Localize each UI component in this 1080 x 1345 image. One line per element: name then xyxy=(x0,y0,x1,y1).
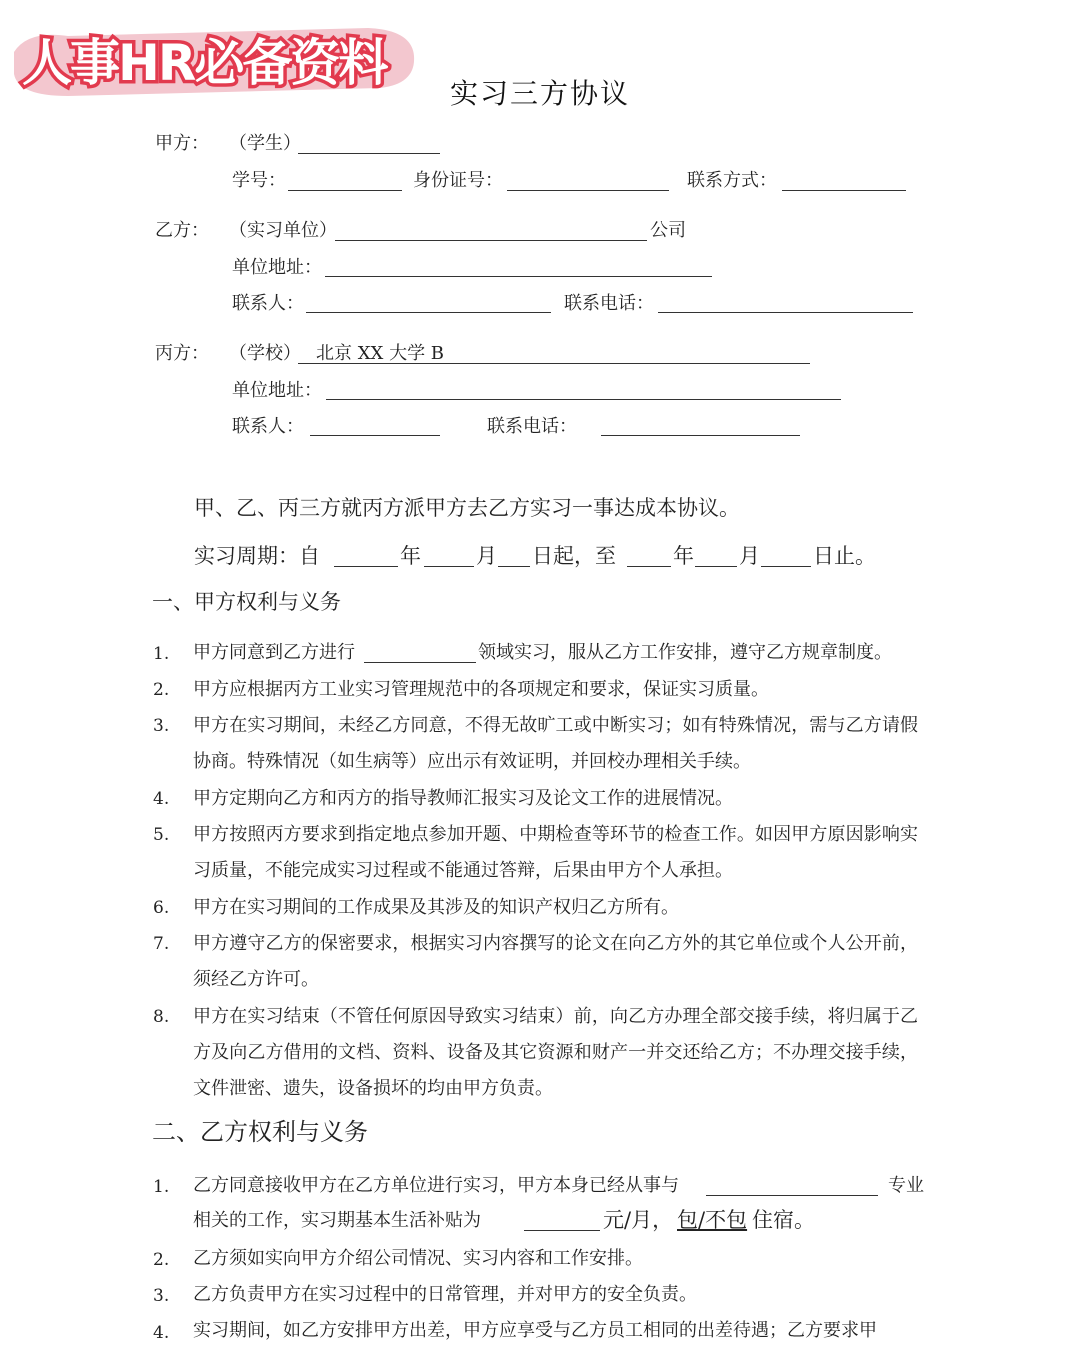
s2-item-3-number: 3. xyxy=(153,1286,170,1306)
badge-text: 人事HR必备资料 xyxy=(22,34,387,92)
start-month-unit: 月 xyxy=(476,544,497,568)
party-a-contact-label: 联系方式： xyxy=(687,170,777,191)
s1-item-1-post: 领域实习，服从乙方工作安排，遵守乙方规章制度。 xyxy=(478,642,892,663)
end-year-unit: 年 xyxy=(673,544,694,568)
start-year-field[interactable] xyxy=(334,566,398,567)
s2-item-1-line2-pre: 相关的工作，实习期基本生活补贴为 xyxy=(193,1210,481,1231)
s2-item-2-number: 2. xyxy=(153,1250,170,1270)
party-a-contact-field[interactable] xyxy=(782,190,906,191)
end-day-field[interactable] xyxy=(761,566,811,567)
id-card-label: 身份证号： xyxy=(413,170,503,191)
s1-item-5-text: 甲方按照丙方要求到指定地点参加开题、中期检查等环节的检查工作。如因甲方原因影响实习质量，不能完成实习过程或不能通过答辩，后果由甲方个人承担。 xyxy=(193,824,918,881)
allowance-amount-field[interactable] xyxy=(524,1230,600,1231)
start-day-field[interactable] xyxy=(498,566,530,567)
internship-field-input[interactable] xyxy=(364,662,476,663)
s2-item-3-text: 乙方负责甲方在实习过程中的日常管理，并对甲方的安全负责。 xyxy=(193,1284,697,1305)
s2-item-4-number: 4. xyxy=(153,1323,170,1343)
period-label: 实习周期：自 xyxy=(194,544,320,568)
s1-item-4-text: 甲方定期向乙方和丙方的指导教师汇报实习及论文工作的进展情况。 xyxy=(193,788,733,809)
party-c-contact-person-label: 联系人： xyxy=(232,416,304,437)
student-id-label: 学号： xyxy=(232,170,286,191)
s1-item-7-number: 7. xyxy=(153,934,170,954)
company-suffix: 公司 xyxy=(650,220,686,241)
party-a-label: 甲方： xyxy=(155,133,209,154)
party-b-address-label: 单位地址： xyxy=(232,257,322,278)
intro-text: 甲、乙、丙三方就丙方派甲方去乙方实习一事达成本协议。 xyxy=(194,496,740,520)
party-c-phone-label: 联系电话： xyxy=(487,416,577,437)
document-title: 实习三方协议 xyxy=(449,77,630,110)
s1-item-1-number: 1. xyxy=(153,644,170,664)
party-c-phone-field[interactable] xyxy=(601,435,800,436)
end-month-unit: 月 xyxy=(739,544,760,568)
section-2-heading: 二、乙方权利与义务 xyxy=(152,1118,368,1146)
party-b-label: 乙方： xyxy=(155,220,209,241)
student-name-field[interactable] xyxy=(298,153,440,154)
end-day-unit: 日止。 xyxy=(813,544,876,568)
end-month-field[interactable] xyxy=(695,566,737,567)
s1-item-1-pre: 甲方同意到乙方进行 xyxy=(193,642,355,663)
student-id-field[interactable] xyxy=(288,190,402,191)
party-b-phone-label: 联系电话： xyxy=(564,293,654,314)
end-year-field[interactable] xyxy=(627,566,671,567)
accommodation-choice[interactable]: 包/不包 xyxy=(677,1208,748,1232)
s1-item-2-text: 甲方应根据丙方工业实习管理规范中的各项规定和要求，保证实习质量。 xyxy=(193,679,769,700)
party-c-label: 丙方： xyxy=(155,343,209,364)
s2-item-4-text: 实习期间，如乙方安排甲方出差，甲方应享受与乙方员工相同的出差待遇；乙方要求甲 xyxy=(193,1320,877,1341)
s1-item-8-number: 8. xyxy=(153,1007,170,1027)
company-name-field[interactable] xyxy=(335,240,647,241)
s1-item-2-number: 2. xyxy=(153,680,170,700)
party-b-contact-person-label: 联系人： xyxy=(232,293,304,314)
section-1-heading: 一、甲方权利与义务 xyxy=(152,590,341,614)
party-b-phone-field[interactable] xyxy=(658,312,913,313)
school-name: 北京 XX 大学 B xyxy=(316,343,445,364)
s1-item-3-text: 甲方在实习期间，未经乙方同意，不得无故旷工或中断实习；如有特殊情况，需与乙方请假协商。特殊情况（如生病等）应出示有效证明，并回校办理相关手续。 xyxy=(193,715,918,772)
start-year-unit: 年 xyxy=(400,544,421,568)
s1-item-6-number: 6. xyxy=(153,898,170,918)
party-c-address-label: 单位地址： xyxy=(232,380,322,401)
party-a-type: （学生） xyxy=(229,133,301,154)
party-c-type: （学校） xyxy=(229,343,301,364)
party-b-address-field[interactable] xyxy=(325,276,712,277)
s1-item-4-number: 4. xyxy=(153,789,170,809)
party-c-contact-person-field[interactable] xyxy=(310,435,440,436)
s2-item-1-number: 1. xyxy=(153,1177,170,1197)
s2-item-1-end: 住宿。 xyxy=(752,1208,815,1232)
party-b-type: （实习单位） xyxy=(229,220,337,241)
profession-field[interactable] xyxy=(706,1195,878,1196)
start-month-field[interactable] xyxy=(424,566,474,567)
s1-item-6-text: 甲方在实习期间的工作成果及其涉及的知识产权归乙方所有。 xyxy=(193,897,679,918)
s1-item-3-number: 3. xyxy=(153,716,170,736)
s1-item-5-number: 5. xyxy=(153,825,170,845)
party-b-contact-person-field[interactable] xyxy=(306,312,551,313)
start-day-unit: 日起，至 xyxy=(532,544,616,568)
s2-item-1-post: 专业 xyxy=(888,1175,924,1196)
id-card-field[interactable] xyxy=(507,190,669,191)
s1-item-7-text: 甲方遵守乙方的保密要求，根据实习内容撰写的论文在向乙方外的其它单位或个人公开前，须经乙方许可。 xyxy=(193,933,918,990)
s2-item-1-unit: 元/月， xyxy=(603,1208,674,1232)
school-name-field[interactable] xyxy=(298,363,810,364)
party-c-address-field[interactable] xyxy=(326,399,841,400)
s1-item-8-text: 甲方在实习结束（不管任何原因导致实习结束）前，向乙方办理全部交接手续，将归属于乙方及向乙方借用的文档、资料、设备及其它资源和财产一并交还给乙方；不办理交接手续，文件泄密、遗失，设备损坏的均由甲方负责。 xyxy=(193,1006,918,1099)
s2-item-1-pre: 乙方同意接收甲方在乙方单位进行实习，甲方本身已经从事与 xyxy=(193,1175,679,1196)
s2-item-2-text: 乙方须如实向甲方介绍公司情况、实习内容和工作安排。 xyxy=(193,1248,643,1269)
